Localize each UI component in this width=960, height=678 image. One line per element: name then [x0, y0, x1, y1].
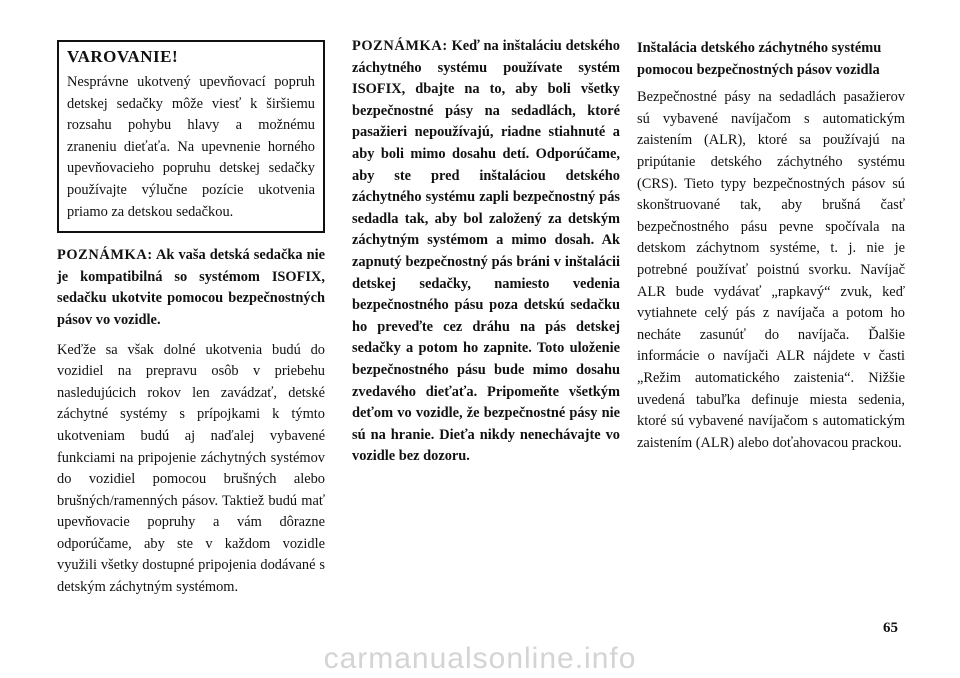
note-text: Ak vaša detská sedačka nie je kompatibilná so systémom ISOFIX, sedačku ukotvite pomocou bezpečnostných pásov vo vozidle. [57, 247, 325, 328]
note-label: POZNÁMKA: [57, 247, 153, 264]
note-label: POZNÁMKA: [352, 38, 448, 54]
page-number: 65 [883, 620, 898, 636]
paragraph-lower-anchors: Keďže sa však dolné ukotvenia budú do vozidiel na prepravu osôb v priebehu nasledujúcich rokov len zavádzať, detské záchytné systémy s prípojkami k týmto ukotveniam budú aj naďalej vybavené funkciami na pripojenie záchytných systémov do vozidiel pomocou brušných alebo brušných/ramenných pásov. Taktiež budú mať upevňovacie popruhy a vám dôrazne odporúčame, aby ste v každom vozidle využili všetky dostupné pripojenia dodávané s detským záchytným systémom. [57, 341, 325, 596]
section-heading: Inštalácia detského záchytného systému pomocou bezpečnostných pásov vozidla [637, 40, 882, 78]
middle-column [352, 36, 620, 476]
section-paragraph: Bezpečnostné pásy na sedadlách pasažierov sú vybavené navíjačom s automatickým zaistením (ALR), ktoré sa používajú na pripútanie detského záchytného systému (CRS). Tieto typy bezpečnostných pásov sú skonštruované tak, aby brušná časť bezpečnostného pásu pevne spočívala na detskom záchytnom systéme, t. j. nie je potrebné používať poistnú svorku. Navíjač ALR bude vydávať „rapkavý“ zvuk, keď vytiahnete celý pás z navíjača a potom ho necháte zasunúť do navíjača. Ďalšie informácie o navíjači ALR nájdete v časti „Režim automatického zaistenia“. Nižšie uvedená tabuľka definuje miesta sedenia, ktoré sú vybavené navíjačom s automatickým zaistením (ALR) alebo doťahovacou prackou. [637, 89, 905, 451]
note-isofix-belts [352, 36, 620, 468]
note-text: Keď na inštaláciu detského záchytného systému používate systém ISOFIX, dbajte na to, aby boli všetky bezpečnostné pásy na sedadlách, ktoré pasažieri nepoužívajú, riadne stiahnuté a aby boli mimo dosahu detí. Odporúčame, aby ste pred inštaláciou detského záchytného systému zapli bezpečnostný pás sedadla tak, aby bol založený za detským záchytným systémom a mimo dosah. Ak zapnutý bezpečnostný pás bráni v inštalácii detskej sedačky, namiesto vedenia bezpečnostného pásu poza detskú sedačku ho preveďte cez dráhu na pás detskej sedačky a potom ho zapnite. Toto uloženie bezpečnostného pásu bude mimo dosahu zvedavého dieťaťa. Pripomeňte všetkým deťom vo vozidle, že bezpečnostné pásy nie sú na hranie. Dieťa nikdy nenechávajte vo vozidle bez dozoru. [352, 38, 620, 465]
warning-text: Nesprávne ukotvený upevňovací popruh detskej sedačky môže viesť k širšiemu rozsahu pohybu hlavy a možnému zraneniu dieťaťa. Na upevnenie horného upevňovacieho popruhu detskej sedačky používajte výlučne pozície ukotvenia priamo za detskou sedačkou. [67, 74, 315, 220]
note-isofix-compat [57, 245, 325, 331]
warning-title: VAROVANIE! [67, 47, 179, 66]
watermark: carmanualsonline.info [323, 642, 637, 675]
left-column [57, 40, 325, 607]
warning-box [57, 40, 325, 233]
right-column [637, 38, 905, 462]
